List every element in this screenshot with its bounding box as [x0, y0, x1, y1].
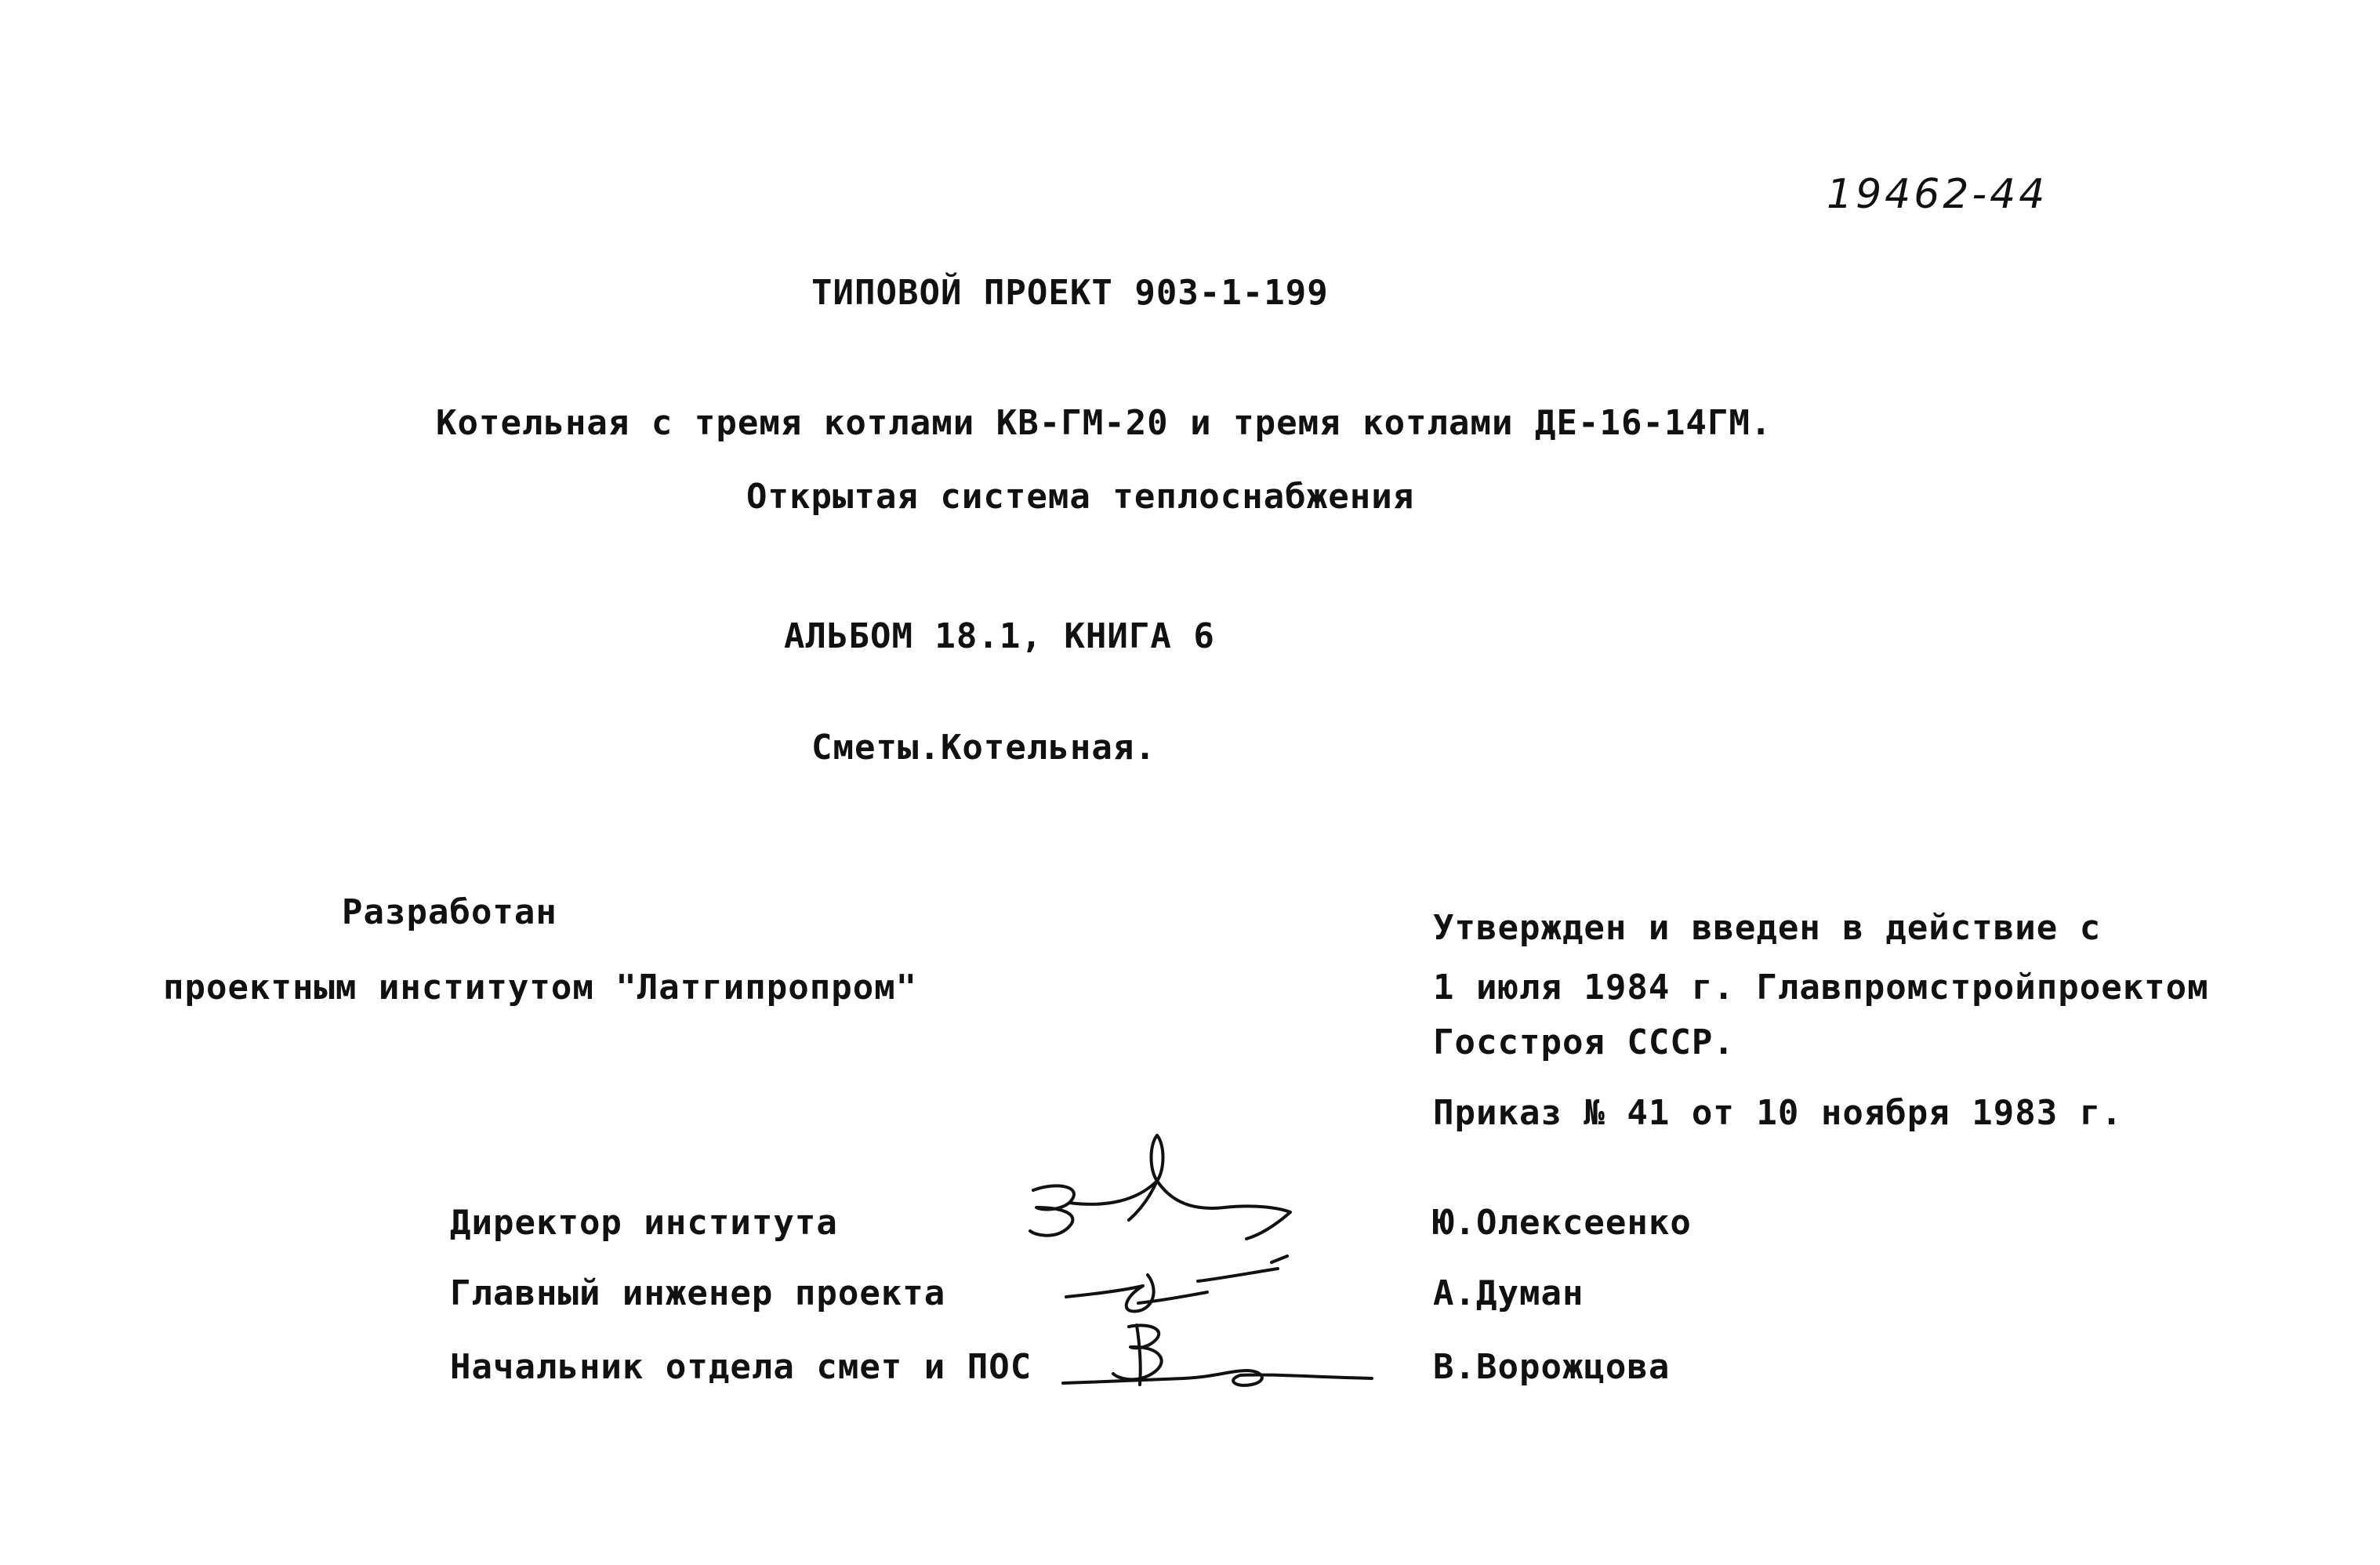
developed-heading: Разработан — [342, 892, 557, 932]
signatory-position-chief-engineer: Главный инженер проекта — [450, 1273, 946, 1313]
developed-institute: проектным институтом "Латгипропром" — [163, 968, 918, 1008]
signatory-name-director: Ю.Олексеенко — [1433, 1203, 1692, 1243]
signatory-name-chief-engineer: А.Думан — [1433, 1273, 1584, 1313]
inventory-number: 19462-44 — [1827, 171, 2048, 218]
approval-line1: Утвержден и введен в действие с — [1433, 908, 2102, 948]
approval-order: Приказ № 41 от 10 ноября 1983 г. — [1433, 1093, 2123, 1133]
project-description-line1: Котельная с тремя котлами КВ-ГМ-20 и тремя котлами ДЕ-16-14ГМ. — [436, 403, 1772, 443]
signatory-name-estimates-head: В.Ворожцова — [1433, 1347, 1671, 1387]
album-subject: Сметы.Котельная. — [811, 728, 1156, 768]
signature-director — [1019, 1129, 1301, 1247]
approval-line3: Госстроя СССР. — [1433, 1022, 1735, 1062]
project-title: ТИПОВОЙ ПРОЕКТ 903-1-199 — [811, 273, 1329, 313]
approval-line2: 1 июля 1984 г. Главпромстройпроектом — [1433, 968, 2209, 1008]
album-title: АЛЬБОМ 18.1, КНИГА 6 — [784, 616, 1215, 656]
signatory-position-estimates-head: Начальник отдела смет и ПОС — [450, 1347, 1032, 1387]
signature-estimates-head — [1058, 1322, 1388, 1408]
project-description-line2: Открытая система теплоснабжения — [746, 477, 1415, 517]
signatory-position-director: Директор института — [450, 1203, 838, 1243]
signature-chief-engineer — [1066, 1255, 1301, 1325]
